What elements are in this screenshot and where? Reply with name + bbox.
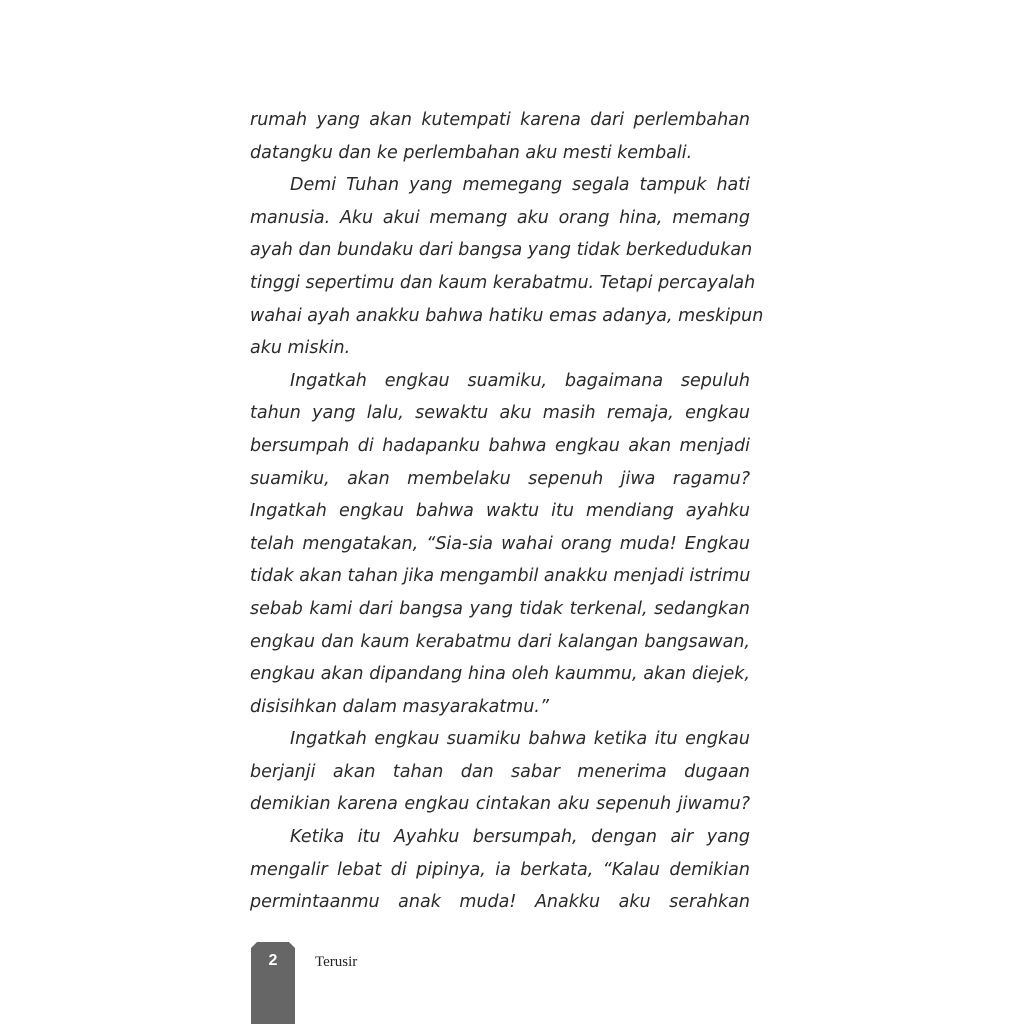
paragraph (250, 169, 764, 365)
text-line: disisihkan dalam masyarakatmu.” (250, 696, 549, 717)
text-line: telah mengatakan, “Sia-sia wahai orang muda! Engkau (250, 533, 750, 554)
text-line: Ingatkah engkau suamiku, bagaimana sepuluh (290, 370, 750, 391)
text-line: tidak akan tahan jika mengambil anakku menjadi istrimu (250, 566, 751, 587)
text-line: demikian karena engkau cintakan aku sepenuh jiwamu? (250, 794, 750, 815)
paragraph (250, 723, 750, 821)
text-line: bersumpah di hadapanku bahwa engkau akan menjadi (250, 435, 750, 456)
running-title: Terusir (315, 954, 358, 970)
text-line: permintaanmu anak muda! Anakku aku serahkan (250, 892, 750, 913)
text-line: manusia. Aku akui memang aku orang hina, memang (250, 207, 750, 228)
text-line: rumah yang akan kutempati karena dari perlembahan (250, 110, 750, 130)
text-line: berjanji akan tahan dan sabar menerima dugaan (250, 761, 750, 782)
text-line: aku miskin. (250, 338, 351, 359)
paragraph (250, 104, 750, 169)
text-line: Ingatkah engkau bahwa waktu itu mendiang ayahku (250, 501, 750, 522)
text-line: Ketika itu Ayahku bersumpah, dengan air yang (290, 827, 750, 848)
text-line: Demi Tuhan yang memegang segala tampuk hati (290, 175, 750, 196)
page-number: 2 (268, 952, 278, 969)
text-line: ayah dan bundaku dari bangsa yang tidak berkedudukan (250, 240, 753, 261)
text-line: tahun yang lalu, sewaktu aku masih remaja, engkau (250, 403, 750, 424)
text-line: datangku dan ke perlembahan aku mesti kembali. (250, 142, 693, 163)
paragraph (250, 821, 750, 919)
text-line: Ingatkah engkau suamiku bahwa ketika itu engkau (290, 729, 750, 750)
text-line: wahai ayah anakku bahwa hatiku emas adanya, meskipun (250, 305, 764, 326)
text-line: tinggi sepertimu dan kaum kerabatmu. Tetapi percayalah (250, 272, 756, 293)
text-line: engkau akan dipandang hina oleh kaummu, akan diejek, (250, 664, 750, 685)
text-line: engkau dan kaum kerabatmu dari kalangan bangsawan, (250, 631, 750, 652)
text-line: mengalir lebat di pipinya, ia berkata, “Kalau demikian (250, 859, 750, 880)
body-text (250, 104, 764, 919)
paragraph (250, 365, 750, 724)
text-line: suamiku, akan membelaku sepenuh jiwa ragamu? (250, 468, 750, 489)
text-line: sebab kami dari bangsa yang tidak terkenal, sedangkan (250, 598, 750, 619)
